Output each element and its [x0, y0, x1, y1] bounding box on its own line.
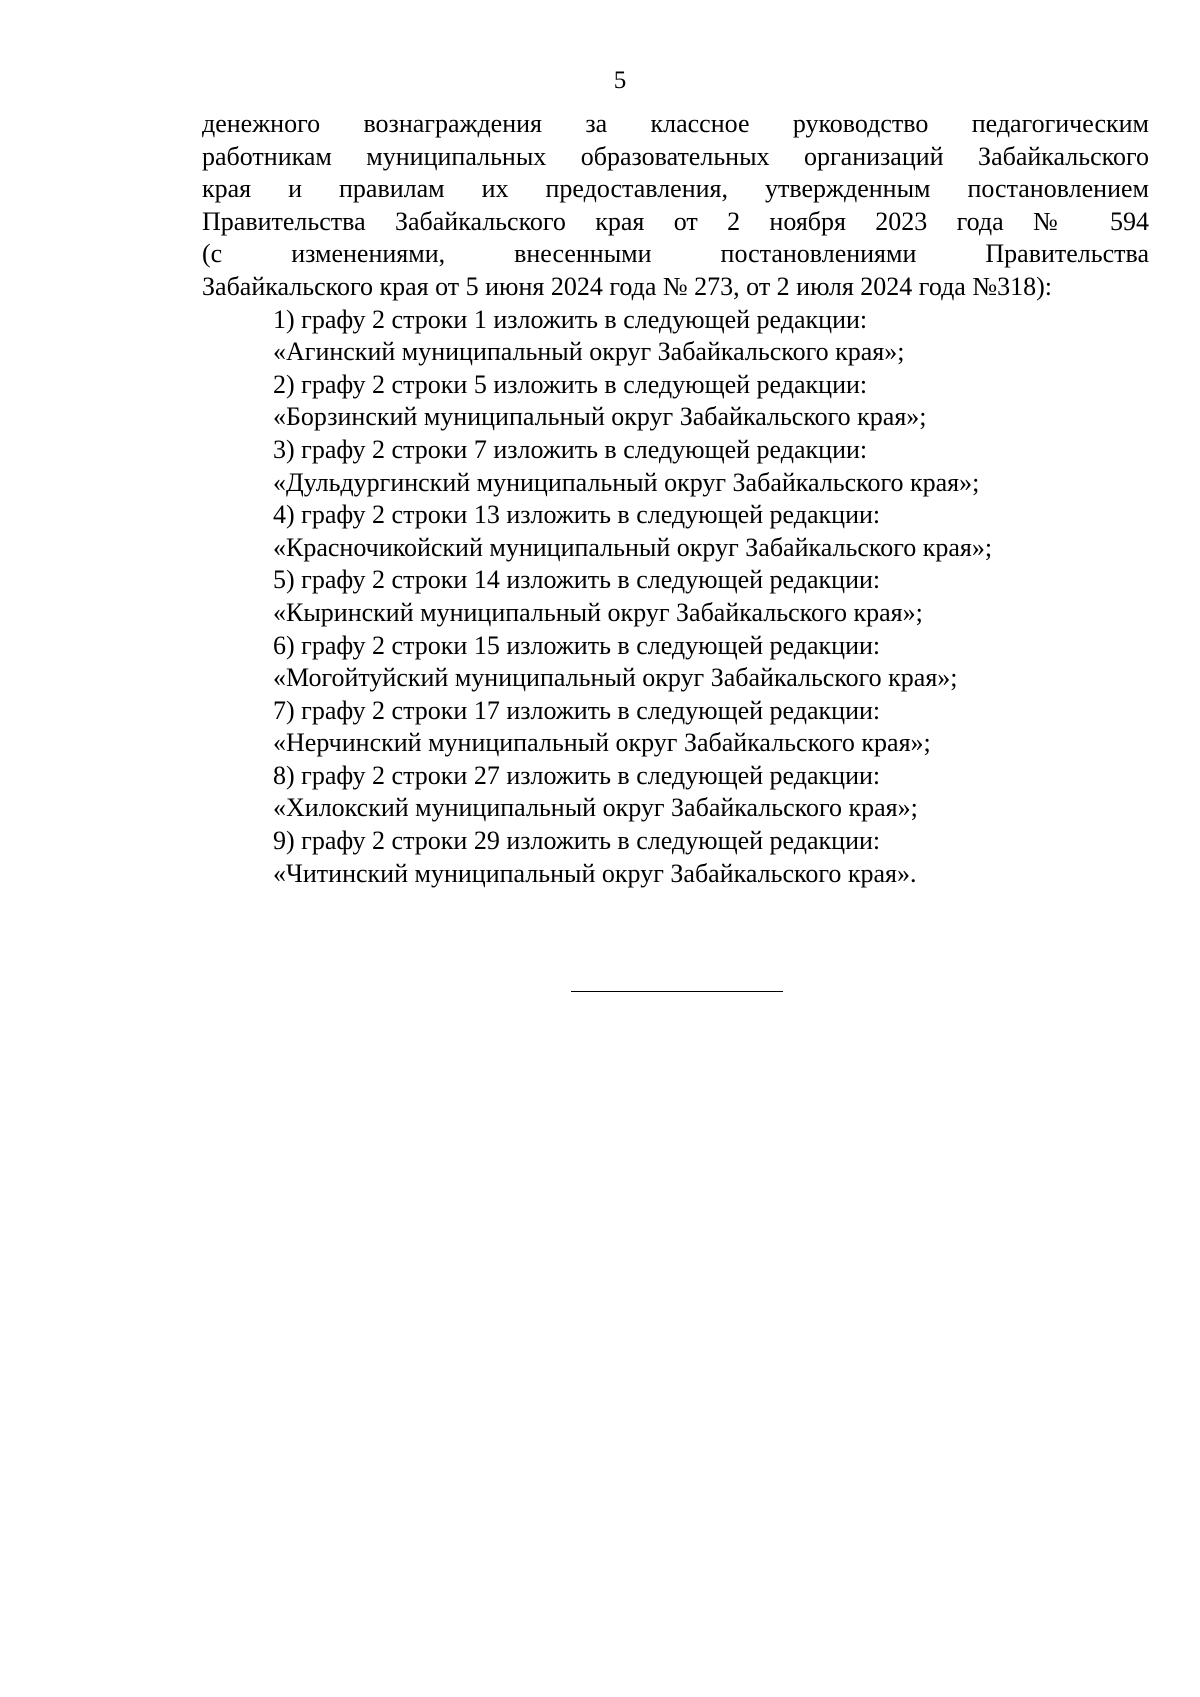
amendment-instruction: 6) графу 2 строки 15 изложить в следующей редакции: [273, 630, 881, 660]
intro-line: края и правилам их предоставления, утвержденным постановлением [202, 174, 1149, 204]
amendment-text: «Красночикойский муниципальный округ Забайкальского края»; [273, 532, 993, 562]
amendment-instruction: 4) графу 2 строки 13 изложить в следующей редакции: [273, 500, 881, 530]
page-number: 5 [613, 67, 627, 94]
amendment-item [202, 825, 1149, 890]
amendment-text: «Агинский муниципальный округ Забайкальского края»; [273, 337, 905, 367]
amendment-item [202, 434, 1149, 499]
amendment-text: «Могойтуйский муниципальный округ Забайкальского края»; [273, 663, 958, 693]
amendment-instruction: 9) графу 2 строки 29 изложить в следующей редакции: [273, 826, 881, 856]
amendment-instruction: 2) графу 2 строки 5 изложить в следующей редакции: [273, 369, 868, 399]
intro-line: (с изменениями, внесенными постановлениями Правительства [202, 239, 1149, 269]
amendment-item [202, 304, 1149, 369]
document-body [202, 108, 1149, 890]
amendment-item [202, 695, 1149, 760]
amendment-instruction: 7) графу 2 строки 17 изложить в следующей редакции: [273, 695, 881, 725]
amendment-item [202, 564, 1149, 629]
end-separator-line [571, 991, 783, 992]
intro-paragraph [202, 108, 1149, 304]
amendment-item [202, 369, 1149, 434]
intro-last-line: Забайкальского края от 5 июня 2024 года № 273, от 2 июля 2024 года №318): [202, 271, 1053, 301]
amendment-instruction: 1) графу 2 строки 1 изложить в следующей редакции: [273, 304, 868, 334]
amendment-instruction: 5) графу 2 строки 14 изложить в следующей редакции: [273, 565, 881, 595]
amendment-item [202, 760, 1149, 825]
amendment-list [202, 304, 1149, 891]
intro-line: работникам муниципальных образовательных организаций Забайкальского [202, 141, 1149, 171]
amendment-instruction: 8) графу 2 строки 27 изложить в следующей редакции: [273, 760, 881, 790]
intro-line: денежного вознаграждения за классное руководство педагогическим [202, 109, 1149, 138]
amendment-item [202, 499, 1149, 564]
amendment-text: «Хилокский муниципальный округ Забайкальского края»; [273, 793, 918, 823]
amendment-text: «Дульдургинский муниципальный округ Забайкальского края»; [273, 467, 980, 497]
amendment-text: «Борзинский муниципальный округ Забайкальского края»; [273, 402, 927, 432]
amendment-text: «Кыринский муниципальный округ Забайкальского края»; [273, 597, 923, 627]
amendment-instruction: 3) графу 2 строки 7 изложить в следующей редакции: [273, 434, 868, 464]
amendment-text: «Нерчинский муниципальный округ Забайкальского края»; [273, 728, 931, 758]
intro-line: Правительства Забайкальского края от 2 ноября 2023 года № 594 [202, 206, 1149, 236]
amendment-item [202, 630, 1149, 695]
amendment-text: «Читинский муниципальный округ Забайкальского края». [273, 858, 917, 888]
